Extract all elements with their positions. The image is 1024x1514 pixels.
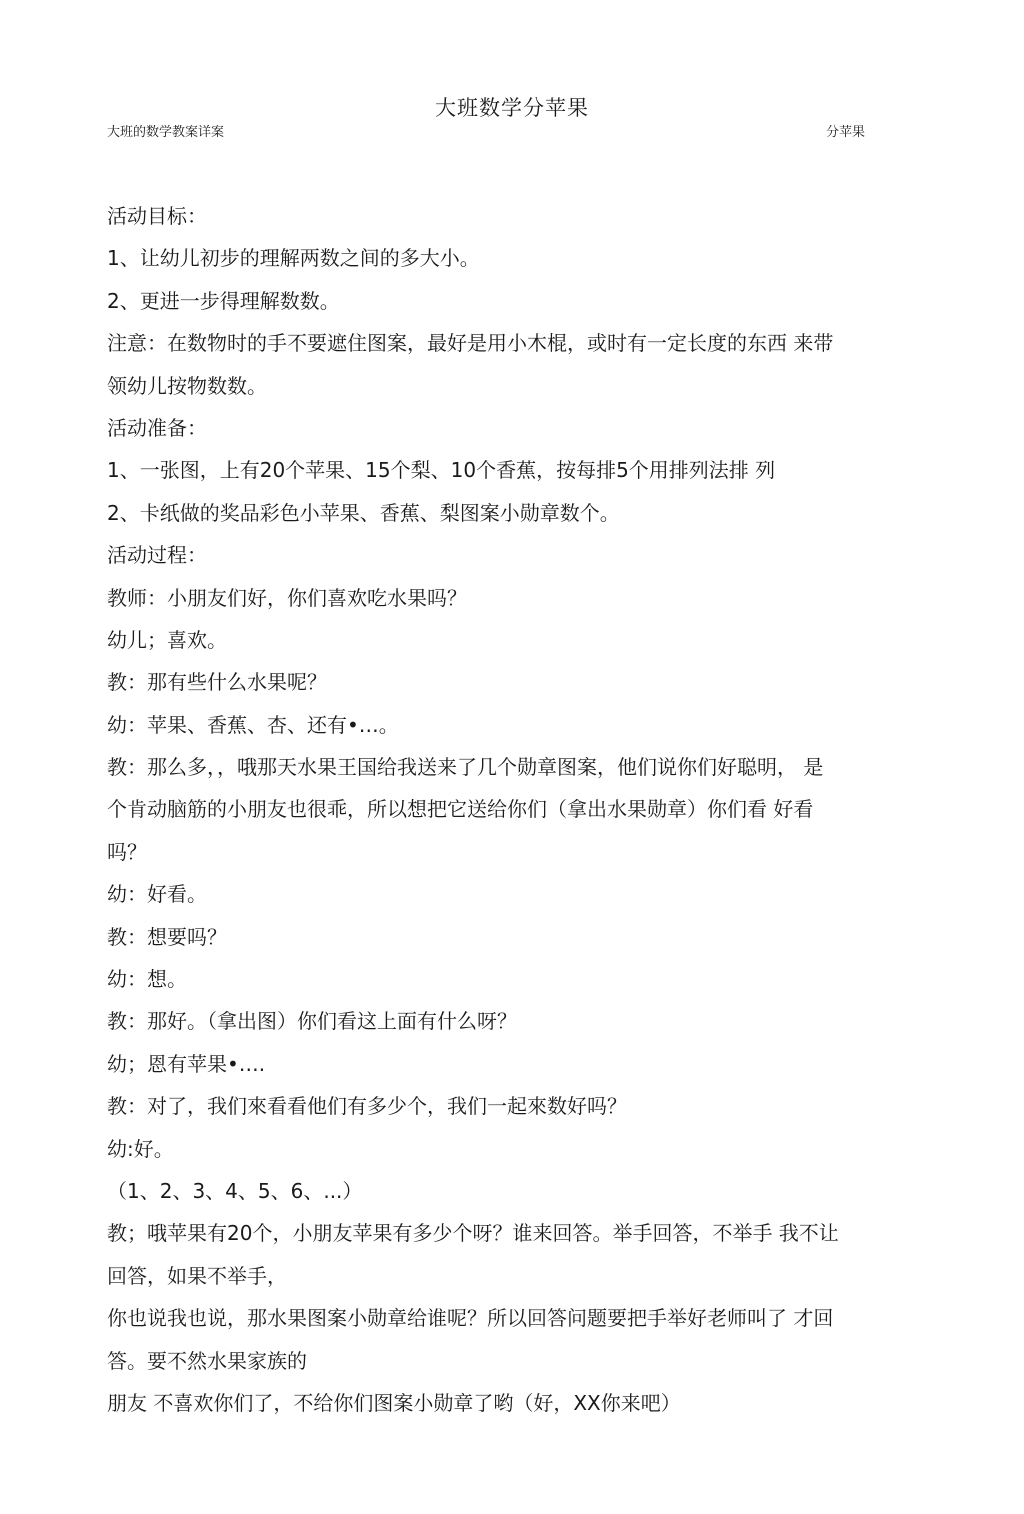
section-heading-process: 活动过程：	[107, 543, 207, 568]
dialogue-line: 教；哦苹果有20个，小朋友苹果有多少个呀？谁来回答。举手回答，不举手 我不让	[107, 1221, 839, 1246]
document-body	[107, 195, 919, 1424]
note-line-2: 领幼儿按物数数。	[107, 373, 267, 398]
dialogue-line: 教：那好。（拿出图）你们看这上面有什么呀？	[107, 1009, 517, 1034]
goal-item-2: 2、更进一步得理解数数。	[107, 288, 340, 313]
counting-line: （1、2、3、4、5、6、...）	[107, 1178, 363, 1203]
header-left-label: 大班的数学教案详案	[107, 125, 225, 140]
section-heading-preparation: 活动准备：	[107, 415, 207, 440]
dialogue-line: 教：想要吗？	[107, 924, 227, 949]
dialogue-line: 吗？	[107, 839, 147, 864]
header-right-label: 分苹果	[826, 125, 866, 140]
section-heading-goals: 活动目标：	[107, 204, 207, 228]
dialogue-line: 教：那有些什么水果呢？	[107, 670, 327, 695]
dialogue-line: 教师：小朋友们好，你们喜欢吃水果吗？	[107, 585, 467, 610]
goal-item-1: 1、让幼儿初步的理解两数之间的多大小。	[107, 246, 480, 271]
dialogue-line: 教：那么多，，哦那天水果王国给我送来了几个勋章图案，他们说你们好聪明， 是	[107, 755, 824, 780]
dialogue-line: 幼；恩有苹果•….	[107, 1051, 266, 1076]
preparation-item-2: 2、卡纸做的奖品彩色小苹果、香蕉、梨图案小勋章数个。	[107, 500, 620, 525]
dialogue-line: 个肯动脑筋的小朋友也很乖，所以想把它送给你们（拿出水果勋章）你们看 好看	[107, 797, 814, 822]
note-line-1: 注意：在数物时的手不要遮住图案，最好是用小木棍，或时有一定长度的东西 来带	[107, 331, 834, 356]
dialogue-line: 幼:好。	[107, 1136, 174, 1161]
dialogue-line: 幼儿；喜欢。	[107, 627, 227, 652]
dialogue-line: 幼：好看。	[107, 882, 207, 907]
dialogue-line: 幼：苹果、香蕉、杏、还有•…。	[107, 712, 399, 737]
dialogue-line: 朋友 不喜欢你们了，不给你们图案小勋章了哟（好，XX你来吧）	[107, 1390, 681, 1415]
preparation-item-1: 1、一张图，上有20个苹果、15个梨、10个香蕉，按每排5个用排列法排 列	[107, 458, 776, 483]
document-title: 大班数学分苹果	[435, 96, 589, 120]
dialogue-line: 你也说我也说，那水果图案小勋章给谁呢？所以回答问题要把手举好老师叫了 才回	[107, 1306, 834, 1331]
dialogue-line: 幼：想。	[107, 967, 187, 992]
dialogue-line: 答。要不然水果家族的	[107, 1348, 307, 1373]
dialogue-line: 回答，如果不举手，	[107, 1263, 287, 1288]
dialogue-line: 教：对了，我们來看看他们有多少个，我们一起來数好吗？	[107, 1094, 627, 1119]
